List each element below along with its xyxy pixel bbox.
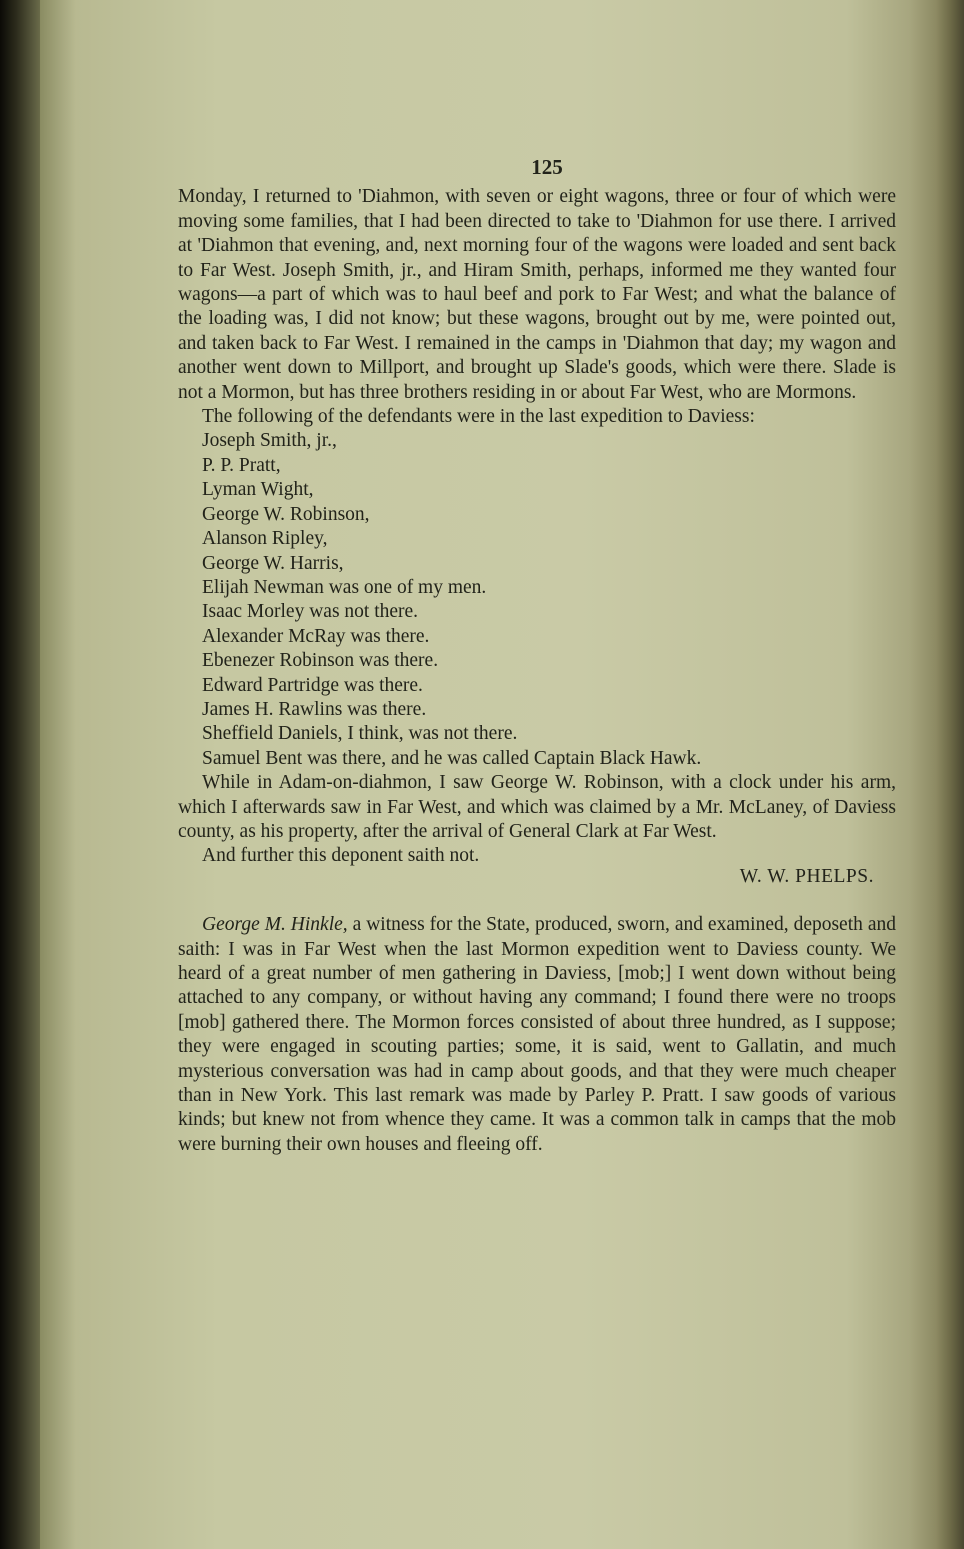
defendant-entry: George W. Robinson, [202, 503, 370, 525]
defendant-entry: Elijah Newman was one of my men. [202, 576, 487, 598]
defendants-list [178, 429, 896, 771]
defendant-entry: Sheffield Daniels, I think, was not there. [202, 723, 518, 745]
defendant-entry: Edward Partridge was there. [202, 674, 423, 696]
paragraph-clock: While in Adam-on-diahmon, I saw George W. Robinson, with a clock under his arm, which I afterwards saw in Far West, and which was claimed by a Mr. McLaney, of Daviess county, as his property, after the arrival of General Clark at Far West. [178, 772, 896, 842]
defendant-entry: Isaac Morley was not there. [202, 601, 419, 623]
defendant-entry: George W. Harris, [202, 552, 344, 574]
page-text [178, 155, 896, 1157]
defendant-entry: Joseph Smith, jr., [202, 430, 337, 452]
page-number: 125 [531, 155, 563, 179]
paragraph-return-to-diahmon: Monday, I returned to 'Diahmon, with seven or eight wagons, three or four of which were moving some families, that I had been directed to take to 'Diahmon for use there. I arrived at 'Diahmon that evening, and, next morning four of the wagons were loaded and sent back to Far West. Joseph Smith, jr., and Hiram Smith, perhaps, informed me they wanted four wagons—a part of which was to haul beef and pork to Far West; and what the balance of the loading was, I did not know; but these wagons, brought out by me, were pointed out, and taken back to Far West. I remained in the camps in 'Diahmon that day; my wagon and another went down to Millport, and brought up Slade's goods, which were there. Slade is not a Mormon, but has three brothers residing in or about Far West, who are Mormons. [178, 186, 896, 403]
signature: W. W. PHELPS. [739, 865, 874, 887]
witness-name: George M. Hinkle, [202, 914, 348, 936]
defendant-entry: Alexander McRay was there. [202, 625, 430, 647]
page-edge [936, 0, 964, 1549]
defendants-intro: The following of the defendants were in the last expedition to Daviess: [202, 406, 755, 428]
defendant-entry: Ebenezer Robinson was there. [202, 650, 439, 672]
paragraph-hinkle [178, 913, 896, 1157]
defendant-entry: Samuel Bent was there, and he was called Captain Black Hawk. [202, 747, 702, 769]
book-gutter [0, 0, 40, 1549]
closing-line: And further this deponent saith not. [202, 845, 480, 867]
defendant-entry: James H. Rawlins was there. [202, 698, 427, 720]
defendant-entry: P. P. Pratt, [202, 454, 281, 476]
defendant-entry: Alanson Ripley, [202, 528, 328, 550]
defendant-entry: Lyman Wight, [202, 479, 314, 501]
hinkle-testimony: a witness for the State, produced, sworn, and examined, deposeth and saith: I was in Far West when the last Mormon expedition went to Daviess county. We heard of a great number of men gathering in Daviess, [mob;] I went down without being attached to any company, or without having any command; I found there were no troops [mob] gathered there. The Mormon forces consisted of about three hundred, as I suppose; they were engaged in scouting parties; some, it is said, went to Gallatin, and much mysterious conversation was had in camp about goods, and that they were much cheaper than in New York. This last remark was made by Parley P. Pratt. I saw goods of various kinds; but knew not from whence they came. It was a common talk in camps that the mob were burning their own houses and fleeing off. [178, 914, 896, 1155]
